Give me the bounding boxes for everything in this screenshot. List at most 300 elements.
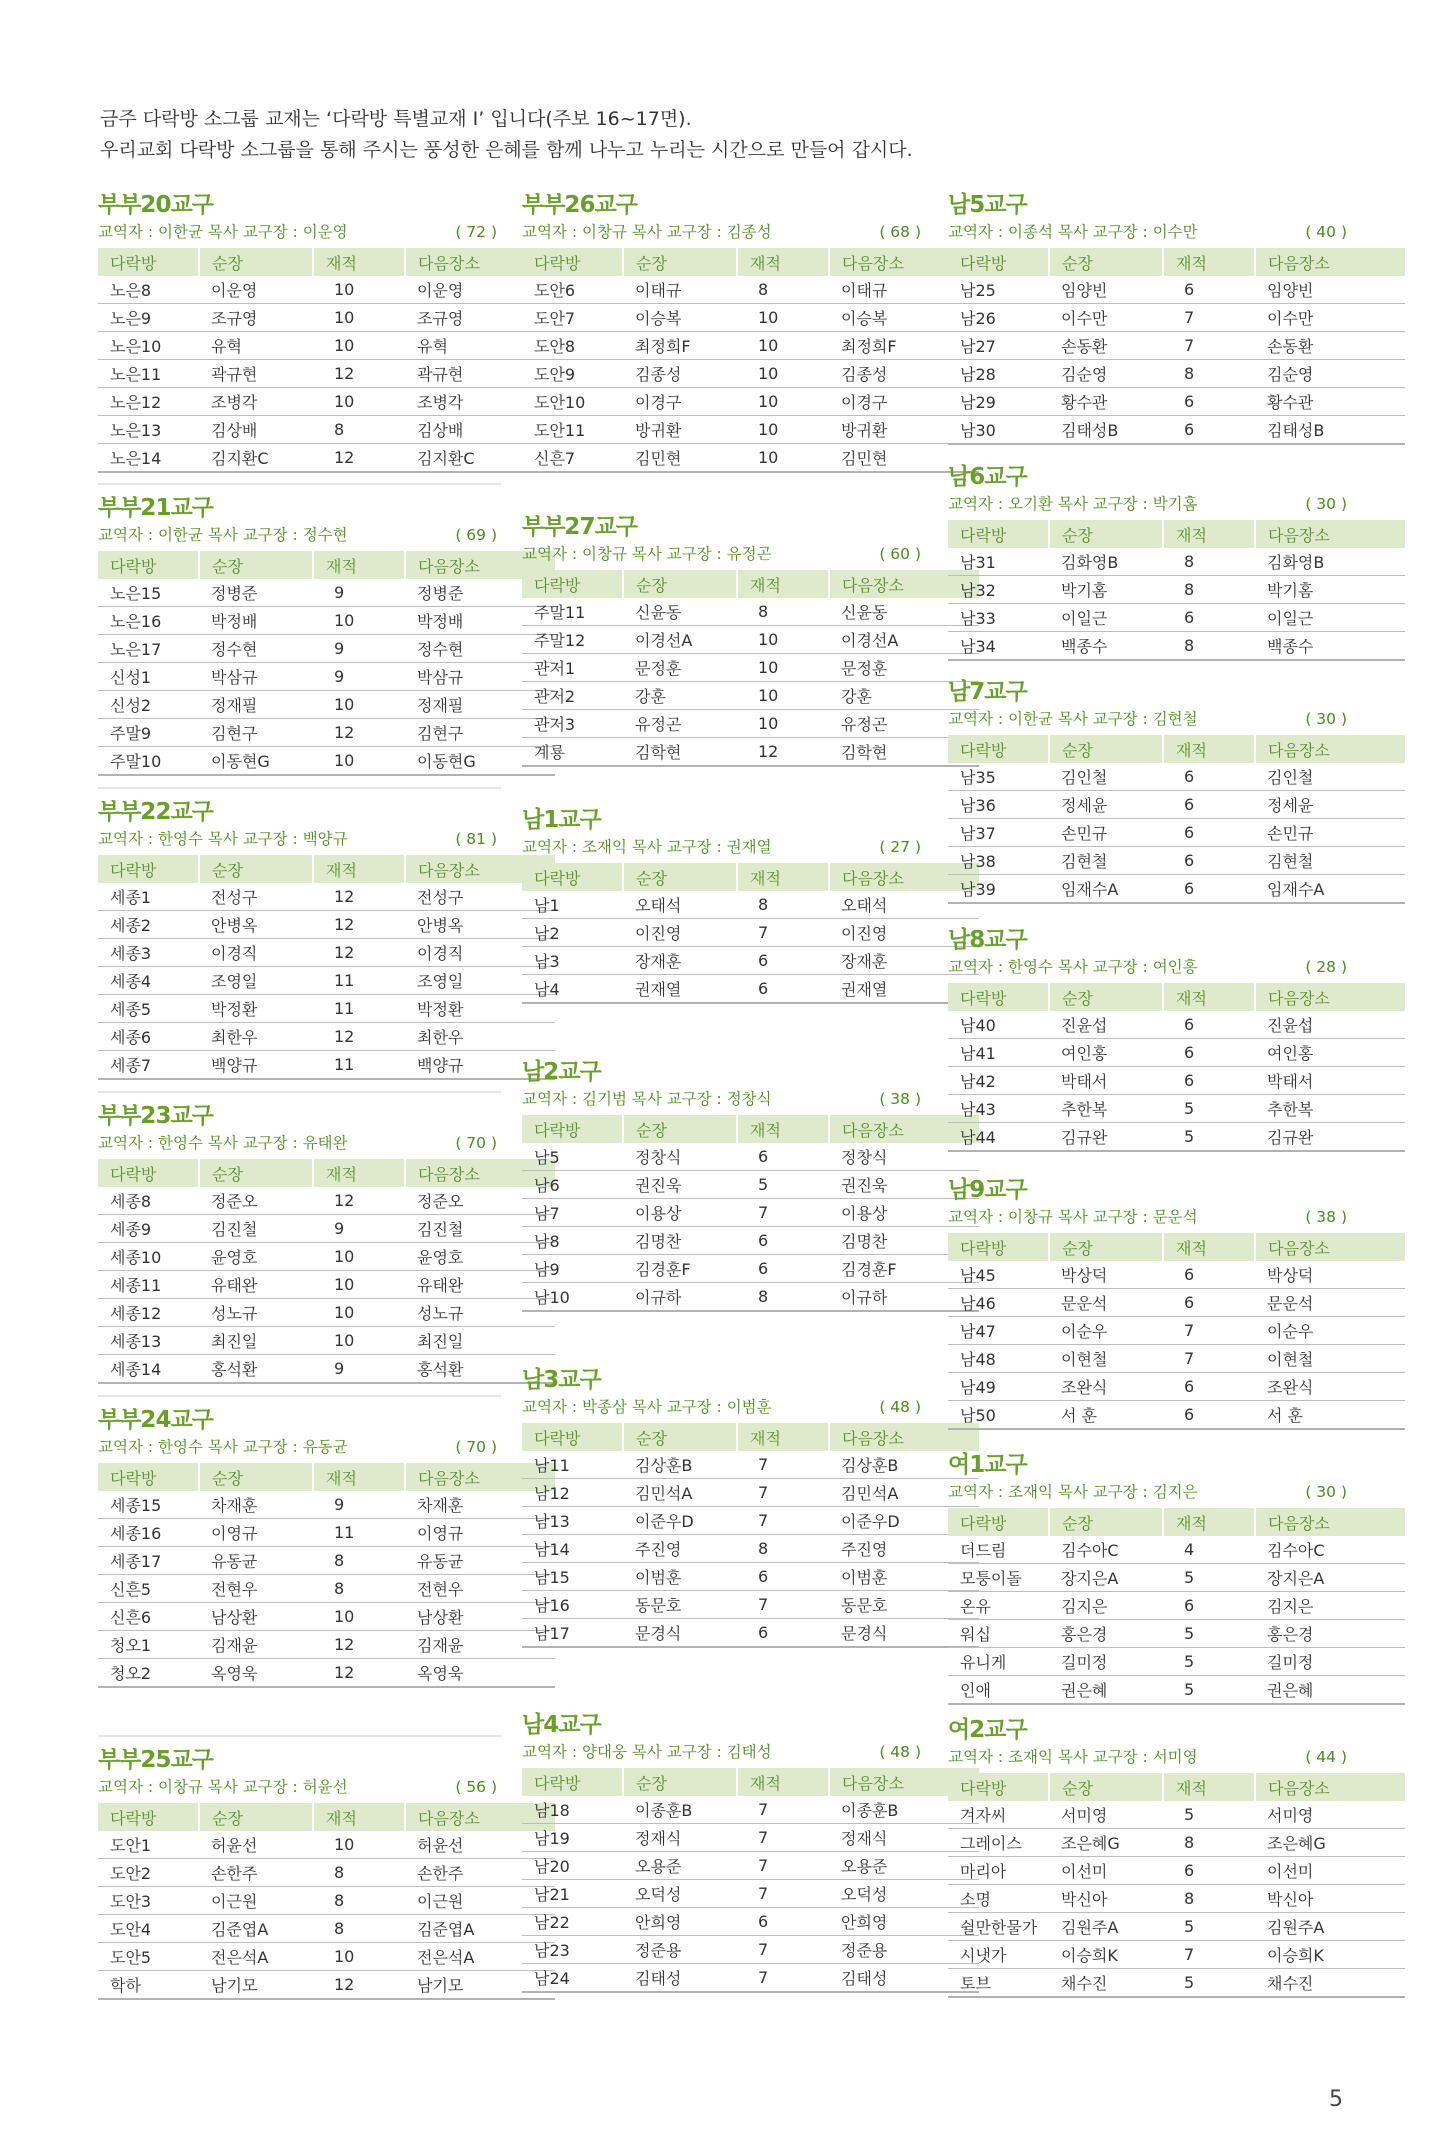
table-cell: 권은혜	[1049, 1676, 1163, 1705]
district-block	[948, 462, 1351, 661]
district-title: 남3교구	[522, 1367, 601, 1393]
district-staff: 교역자 : 이한균 목사 교구장 : 정수현	[98, 526, 348, 544]
table-cell: 김규완	[1255, 1123, 1405, 1152]
intro-line-2: 우리교회 다락방 소그룹을 통해 주시는 풍성한 은혜를 함께 나누고 누리는 시간으로 만들어 갑시다.	[100, 139, 913, 161]
table-cell: 이현철	[1255, 1345, 1405, 1373]
column-header: 다락방	[948, 1773, 1049, 1801]
table-cell: 윤영호	[199, 1243, 313, 1271]
table-cell: 이근원	[405, 1887, 555, 1915]
table-row	[948, 1123, 1405, 1152]
table-cell: 남10	[522, 1283, 623, 1312]
table-row	[948, 604, 1405, 632]
table-cell: 남26	[948, 304, 1049, 332]
table-cell: 박정환	[405, 995, 555, 1023]
table-row	[522, 1535, 979, 1563]
table-cell: 김민석A	[829, 1479, 979, 1507]
table-row	[522, 276, 979, 304]
table-cell: 남14	[522, 1535, 623, 1563]
district-title: 부부22교구	[98, 799, 213, 825]
table-row	[522, 1591, 979, 1619]
table-cell: 이운영	[405, 276, 555, 304]
table-cell: 김상배	[199, 416, 313, 444]
table-cell: 도안11	[522, 416, 623, 444]
column-header: 재적	[1163, 1508, 1255, 1536]
table-cell: 더드림	[948, 1536, 1049, 1564]
district-info	[948, 1480, 1351, 1504]
table-cell: 전성구	[199, 883, 313, 911]
district-staff: 교역자 : 조재익 목사 교구장 : 서미영	[948, 1748, 1198, 1766]
table-row	[98, 1887, 555, 1915]
table-cell: 도안4	[98, 1915, 199, 1943]
table-cell: 8	[313, 1575, 405, 1603]
column-header: 다음장소	[1255, 735, 1405, 763]
table-cell: 김태성	[829, 1964, 979, 1993]
table-row	[522, 1619, 979, 1648]
table-cell: 토브	[948, 1969, 1049, 1998]
table-cell: 세종16	[98, 1519, 199, 1547]
table-cell: 신성2	[98, 691, 199, 719]
district-block	[948, 1715, 1351, 1998]
table-cell: 노은8	[98, 276, 199, 304]
table-cell: 학하	[98, 1971, 199, 2000]
table-cell: 유태완	[199, 1271, 313, 1299]
table-cell: 10	[313, 1831, 405, 1859]
column-header: 다음장소	[1255, 520, 1405, 548]
table-cell: 남2	[522, 919, 623, 947]
table-row	[948, 276, 1405, 304]
district-count: ( 40 )	[1305, 223, 1347, 241]
table-cell: 5	[737, 1171, 829, 1199]
column-header: 다음장소	[829, 248, 979, 276]
table-cell: 관저2	[522, 682, 623, 710]
district-title: 부부25교구	[98, 1747, 213, 1773]
table-cell: 남8	[522, 1227, 623, 1255]
table-cell: 권진욱	[623, 1171, 737, 1199]
group-table	[522, 1115, 979, 1312]
district-title: 남9교구	[948, 1177, 1027, 1203]
table-row	[522, 947, 979, 975]
column-header: 다음장소	[829, 863, 979, 891]
table-cell: 10	[737, 304, 829, 332]
table-cell: 문정훈	[829, 654, 979, 682]
table-cell: 남45	[948, 1261, 1049, 1289]
column-header: 순장	[623, 248, 737, 276]
table-cell: 7	[737, 1479, 829, 1507]
table-cell: 남18	[522, 1796, 623, 1824]
table-cell: 주말12	[522, 626, 623, 654]
table-row	[522, 444, 979, 473]
table-cell: 남상환	[405, 1603, 555, 1631]
table-cell: 정준오	[199, 1187, 313, 1215]
column-header: 순장	[199, 551, 313, 579]
district-staff: 교역자 : 양대웅 목사 교구장 : 김태성	[522, 1743, 772, 1761]
table-cell: 장재훈	[623, 947, 737, 975]
district-staff: 교역자 : 이창규 목사 교구장 : 허윤선	[98, 1778, 348, 1796]
table-cell: 남15	[522, 1563, 623, 1591]
district-staff: 교역자 : 이창규 목사 교구장 : 김종성	[522, 223, 772, 241]
table-cell: 손동환	[1255, 332, 1405, 360]
table-cell: 이선미	[1049, 1857, 1163, 1885]
table-row	[948, 1969, 1405, 1998]
table-cell: 손한주	[199, 1859, 313, 1887]
block-divider	[98, 483, 501, 485]
table-cell: 정세윤	[1255, 791, 1405, 819]
table-cell: 이영규	[199, 1519, 313, 1547]
table-cell: 문운석	[1255, 1289, 1405, 1317]
column-header: 재적	[737, 1423, 829, 1451]
table-cell: 신흔5	[98, 1575, 199, 1603]
table-row	[522, 388, 979, 416]
group-table	[948, 248, 1405, 445]
table-cell: 6	[737, 1619, 829, 1648]
table-row	[948, 819, 1405, 847]
column-header: 순장	[1049, 1773, 1163, 1801]
table-cell: 이승복	[623, 304, 737, 332]
table-cell: 4	[1163, 1536, 1255, 1564]
table-row	[98, 1187, 555, 1215]
table-header-row	[948, 1233, 1405, 1261]
table-cell: 8	[737, 276, 829, 304]
district-title: 부부23교구	[98, 1103, 213, 1129]
table-cell: 6	[1163, 388, 1255, 416]
table-cell: 8	[313, 416, 405, 444]
table-cell: 임양빈	[1049, 276, 1163, 304]
table-cell: 온유	[948, 1592, 1049, 1620]
table-cell: 세종15	[98, 1491, 199, 1519]
table-cell: 9	[313, 663, 405, 691]
table-cell: 10	[313, 1243, 405, 1271]
table-cell: 남4	[522, 975, 623, 1004]
table-cell: 김순영	[1049, 360, 1163, 388]
table-cell: 박태서	[1049, 1067, 1163, 1095]
table-cell: 8	[313, 1859, 405, 1887]
table-cell: 7	[737, 1591, 829, 1619]
table-cell: 전현우	[199, 1575, 313, 1603]
district-count: ( 27 )	[879, 838, 921, 856]
table-cell: 8	[1163, 360, 1255, 388]
district-staff: 교역자 : 이종석 목사 교구장 : 이수만	[948, 223, 1198, 241]
table-cell: 백양규	[199, 1051, 313, 1080]
group-table	[948, 983, 1405, 1152]
table-cell: 정창식	[829, 1143, 979, 1171]
table-cell: 이수만	[1255, 304, 1405, 332]
column-header: 다음장소	[1255, 248, 1405, 276]
table-row	[948, 1620, 1405, 1648]
column-header: 재적	[313, 1803, 405, 1831]
column-header: 순장	[623, 863, 737, 891]
table-cell: 9	[313, 635, 405, 663]
table-cell: 도안2	[98, 1859, 199, 1887]
table-cell: 이경선A	[829, 626, 979, 654]
table-cell: 7	[1163, 304, 1255, 332]
table-row	[948, 1011, 1405, 1039]
table-cell: 최진일	[199, 1327, 313, 1355]
table-row	[98, 719, 555, 747]
group-table	[948, 1773, 1405, 1998]
table-cell: 유정곤	[829, 710, 979, 738]
table-cell: 최한우	[405, 1023, 555, 1051]
table-header-row	[522, 1115, 979, 1143]
table-cell: 동문호	[623, 1591, 737, 1619]
table-row	[98, 579, 555, 607]
table-cell: 신윤동	[829, 598, 979, 626]
table-cell: 12	[313, 1631, 405, 1659]
table-cell: 세종8	[98, 1187, 199, 1215]
district-block	[522, 1365, 925, 1648]
table-cell: 곽규현	[405, 360, 555, 388]
table-cell: 이종훈B	[829, 1796, 979, 1824]
table-row	[98, 1299, 555, 1327]
table-cell: 세종9	[98, 1215, 199, 1243]
table-cell: 6	[1163, 416, 1255, 445]
district-count: ( 81 )	[455, 830, 497, 848]
district-staff: 교역자 : 한영수 목사 교구장 : 유동균	[98, 1438, 348, 1456]
table-row	[948, 763, 1405, 791]
district-count: ( 44 )	[1305, 1748, 1347, 1766]
table-cell: 10	[737, 682, 829, 710]
table-cell: 서 훈	[1049, 1401, 1163, 1430]
column-header: 다락방	[98, 1463, 199, 1491]
table-cell: 12	[313, 911, 405, 939]
table-cell: 김지은	[1255, 1592, 1405, 1620]
table-row	[98, 1243, 555, 1271]
table-cell: 남40	[948, 1011, 1049, 1039]
table-cell: 8	[737, 598, 829, 626]
column-header: 재적	[1163, 520, 1255, 548]
district-info	[948, 492, 1351, 516]
table-header-row	[948, 520, 1405, 548]
table-cell: 6	[1163, 1289, 1255, 1317]
table-cell: 문경식	[623, 1619, 737, 1648]
table-row	[522, 1479, 979, 1507]
table-cell: 김화영B	[1255, 548, 1405, 576]
table-cell: 김태성B	[1255, 416, 1405, 445]
table-cell: 박신아	[1049, 1885, 1163, 1913]
table-cell: 남35	[948, 763, 1049, 791]
table-cell: 10	[313, 332, 405, 360]
table-cell: 최한우	[199, 1023, 313, 1051]
table-header-row	[948, 248, 1405, 276]
table-cell: 이범훈	[829, 1563, 979, 1591]
district-title: 남4교구	[522, 1712, 601, 1738]
table-row	[98, 304, 555, 332]
district-staff: 교역자 : 한영수 목사 교구장 : 여인홍	[948, 958, 1198, 976]
table-cell: 김학현	[623, 738, 737, 767]
table-cell: 김인철	[1255, 763, 1405, 791]
table-row	[522, 1852, 979, 1880]
table-cell: 남49	[948, 1373, 1049, 1401]
table-cell: 6	[1163, 819, 1255, 847]
table-cell: 남30	[948, 416, 1049, 445]
table-cell: 조완식	[1255, 1373, 1405, 1401]
table-cell: 8	[737, 1535, 829, 1563]
table-cell: 8	[1163, 632, 1255, 661]
table-cell: 권은혜	[1255, 1676, 1405, 1705]
table-cell: 12	[313, 719, 405, 747]
table-cell: 10	[737, 626, 829, 654]
table-row	[522, 1964, 979, 1993]
table-cell: 이일근	[1049, 604, 1163, 632]
column-header: 재적	[313, 1159, 405, 1187]
table-row	[948, 304, 1405, 332]
district-count: ( 48 )	[879, 1743, 921, 1761]
table-cell: 6	[737, 1255, 829, 1283]
table-cell: 정병준	[405, 579, 555, 607]
table-cell: 김순영	[1255, 360, 1405, 388]
table-cell: 김태성	[623, 1964, 737, 1993]
table-cell: 오덕성	[623, 1880, 737, 1908]
table-cell: 정병준	[199, 579, 313, 607]
table-cell: 남25	[948, 276, 1049, 304]
table-cell: 유혁	[405, 332, 555, 360]
table-row	[98, 1023, 555, 1051]
table-cell: 박신아	[1255, 1885, 1405, 1913]
table-cell: 10	[313, 747, 405, 776]
column-header: 재적	[737, 1768, 829, 1796]
table-cell: 신흔6	[98, 1603, 199, 1631]
table-cell: 세종14	[98, 1355, 199, 1384]
table-cell: 장지은A	[1255, 1564, 1405, 1592]
column-header: 재적	[737, 863, 829, 891]
table-cell: 여인홍	[1255, 1039, 1405, 1067]
table-cell: 김종성	[623, 360, 737, 388]
table-cell: 이종훈B	[623, 1796, 737, 1824]
table-row	[522, 654, 979, 682]
district-block	[522, 190, 925, 473]
table-cell: 12	[737, 738, 829, 767]
table-cell: 12	[313, 360, 405, 388]
table-row	[98, 332, 555, 360]
table-row	[98, 663, 555, 691]
district-count: ( 38 )	[879, 1090, 921, 1108]
table-cell: 쉴만한물가	[948, 1913, 1049, 1941]
table-cell: 곽규현	[199, 360, 313, 388]
table-row	[522, 1796, 979, 1824]
table-header-row	[98, 248, 555, 276]
group-table	[98, 1463, 555, 1688]
table-row	[98, 939, 555, 967]
column-header: 다음장소	[1255, 1773, 1405, 1801]
table-cell: 남13	[522, 1507, 623, 1535]
table-cell: 도안5	[98, 1943, 199, 1971]
column-header: 다음장소	[829, 1115, 979, 1143]
table-row	[98, 444, 555, 473]
table-cell: 유동균	[405, 1547, 555, 1575]
column-header: 재적	[737, 248, 829, 276]
table-row	[948, 1095, 1405, 1123]
table-row	[522, 891, 979, 919]
table-cell: 5	[1163, 1648, 1255, 1676]
table-cell: 김원주A	[1255, 1913, 1405, 1941]
table-cell: 허윤선	[405, 1831, 555, 1859]
district-staff: 교역자 : 이한균 목사 교구장 : 김현철	[948, 710, 1198, 728]
table-cell: 서미영	[1255, 1801, 1405, 1829]
table-cell: 청오2	[98, 1659, 199, 1688]
table-row	[948, 1857, 1405, 1885]
table-cell: 박상덕	[1049, 1261, 1163, 1289]
table-cell: 남28	[948, 360, 1049, 388]
table-cell: 이영규	[405, 1519, 555, 1547]
table-cell: 이규하	[623, 1283, 737, 1312]
table-cell: 이현철	[1049, 1345, 1163, 1373]
district-staff: 교역자 : 이한균 목사 교구장 : 이운영	[98, 223, 348, 241]
table-cell: 이진영	[623, 919, 737, 947]
table-row	[98, 388, 555, 416]
table-cell: 최정희F	[623, 332, 737, 360]
column-header: 다락방	[948, 248, 1049, 276]
table-cell: 10	[313, 1299, 405, 1327]
district-count: ( 56 )	[455, 1778, 497, 1796]
block-divider	[98, 1735, 501, 1737]
table-cell: 추한복	[1255, 1095, 1405, 1123]
table-row	[98, 1271, 555, 1299]
table-cell: 노은12	[98, 388, 199, 416]
table-row	[98, 607, 555, 635]
table-cell: 김지환C	[199, 444, 313, 473]
table-row	[522, 1283, 979, 1312]
table-cell: 10	[313, 1603, 405, 1631]
table-cell: 이경선A	[623, 626, 737, 654]
table-row	[948, 1829, 1405, 1857]
table-row	[522, 1824, 979, 1852]
table-cell: 6	[1163, 604, 1255, 632]
group-table	[948, 1233, 1405, 1430]
table-cell: 6	[1163, 847, 1255, 875]
table-cell: 10	[313, 276, 405, 304]
table-cell: 이순우	[1255, 1317, 1405, 1345]
table-row	[948, 1401, 1405, 1430]
column-header: 다음장소	[405, 1159, 555, 1187]
table-cell: 신윤동	[623, 598, 737, 626]
table-row	[98, 1051, 555, 1080]
table-cell: 10	[737, 360, 829, 388]
table-cell: 6	[1163, 1039, 1255, 1067]
table-row	[98, 1491, 555, 1519]
district-info	[522, 1087, 925, 1111]
column-header: 다락방	[948, 1508, 1049, 1536]
table-cell: 임재수A	[1049, 875, 1163, 904]
table-cell: 6	[1163, 1261, 1255, 1289]
column-header: 재적	[737, 570, 829, 598]
column-header: 다락방	[948, 1233, 1049, 1261]
table-cell: 11	[313, 1519, 405, 1547]
table-cell: 임재수A	[1255, 875, 1405, 904]
table-cell: 김재윤	[199, 1631, 313, 1659]
table-cell: 박기홈	[1255, 576, 1405, 604]
table-row	[522, 304, 979, 332]
table-cell: 장재훈	[829, 947, 979, 975]
table-cell: 7	[1163, 1317, 1255, 1345]
block-divider	[98, 1395, 501, 1397]
table-cell: 11	[313, 995, 405, 1023]
district-title: 부부26교구	[522, 192, 637, 218]
table-row	[98, 635, 555, 663]
table-cell: 이용상	[829, 1199, 979, 1227]
table-row	[948, 1676, 1405, 1705]
table-cell: 남42	[948, 1067, 1049, 1095]
table-cell: 세종1	[98, 883, 199, 911]
table-cell: 백종수	[1255, 632, 1405, 661]
group-table	[98, 1803, 555, 2000]
table-cell: 허윤선	[199, 1831, 313, 1859]
district-staff: 교역자 : 이창규 목사 교구장 : 문운석	[948, 1208, 1198, 1226]
table-cell: 김수아C	[1255, 1536, 1405, 1564]
column-header: 다락방	[948, 735, 1049, 763]
table-cell: 세종13	[98, 1327, 199, 1355]
table-row	[98, 1943, 555, 1971]
table-cell: 김규완	[1049, 1123, 1163, 1152]
table-cell: 김진철	[405, 1215, 555, 1243]
